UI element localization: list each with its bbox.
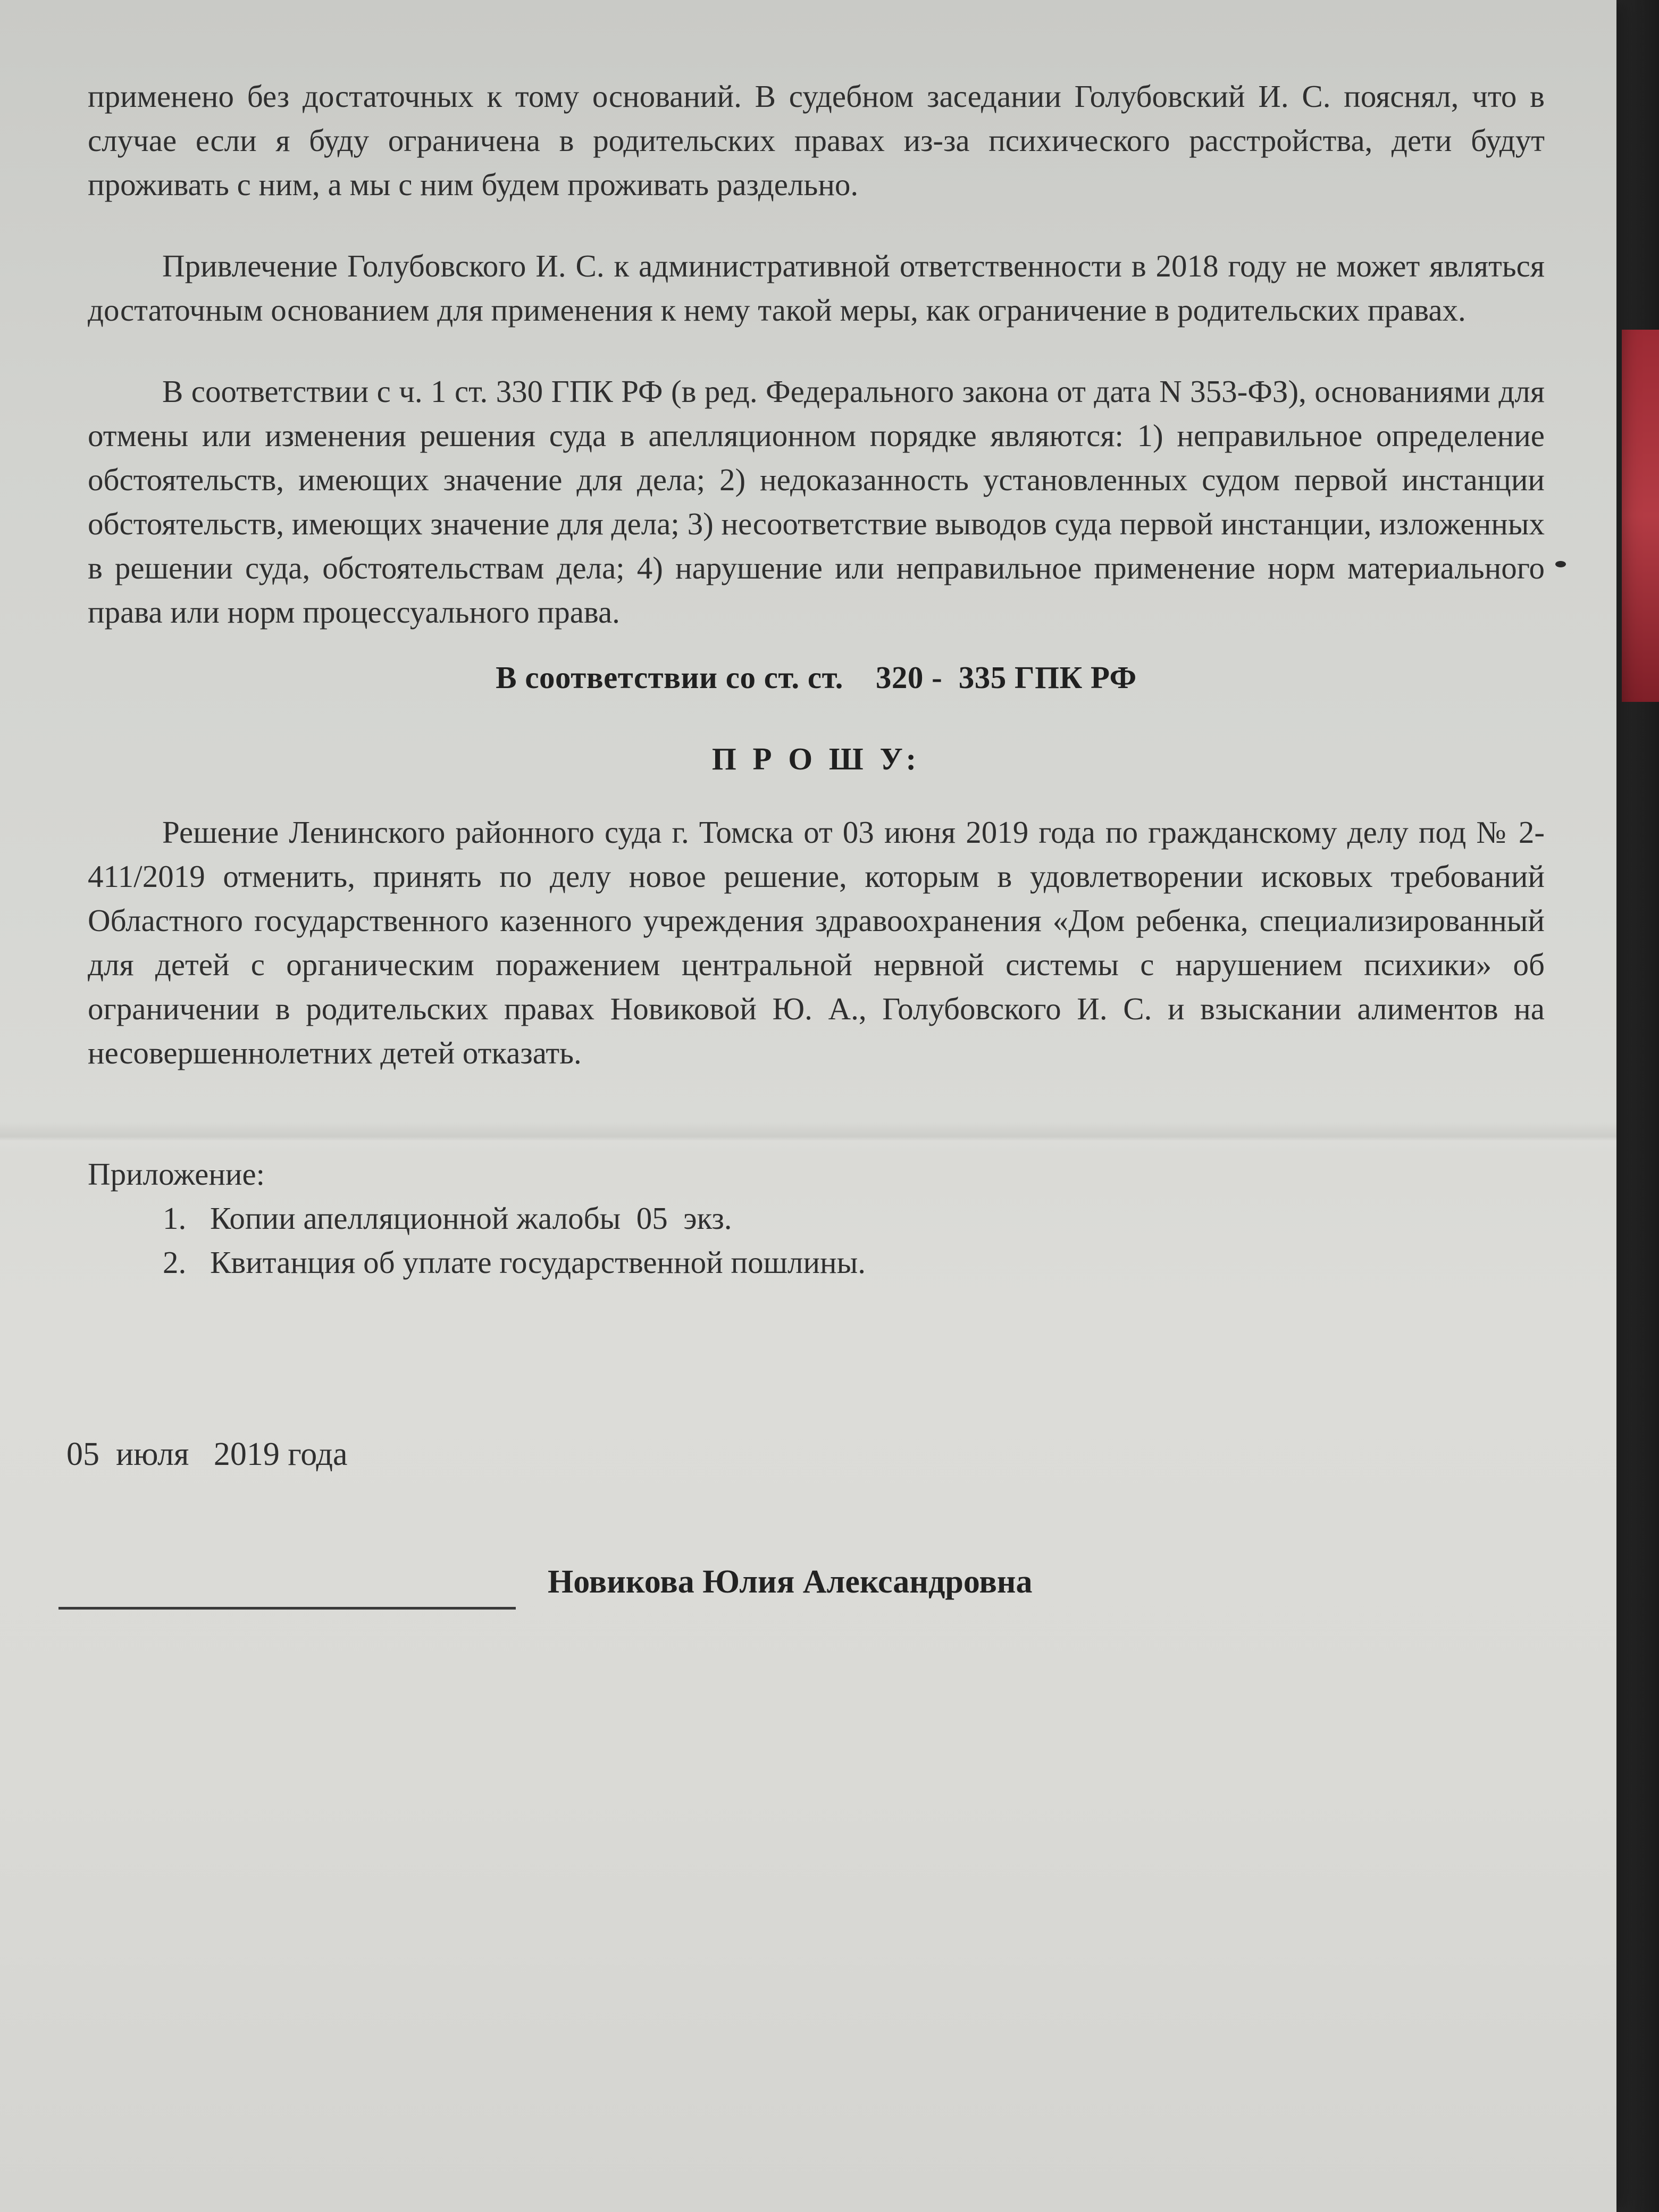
ink-mark [1555,561,1566,567]
signatory-name: Новикова Юлия Александровна [548,1564,1033,1600]
appendix-item: 1. Копии апелляционной жалобы 05 экз. [194,1196,1545,1241]
appendix-item: 2. Квитанция об уплате государственной пошлины. [194,1241,1545,1285]
signature-line [58,1607,516,1610]
document-date: 05 июля 2019 года [66,1436,348,1472]
appendix-list [88,1196,1545,1285]
paragraph-continuation: применено без достаточных к тому оснований. В судебном заседании Голубовский И. С. пояснял, что в случае если я буду ограничена в родительских правах из-за психического расстройства, дети будут проживать с ним, а мы с ним будем проживать раздельно. [88,79,1545,202]
paragraph-administrative-liability: Привлечение Голубовского И. С. к административной ответственности в 2018 году не может являться достаточным основанием для применения к нему такой меры, как ограничение в родительских правах. [88,248,1545,328]
request-heading: П Р О Ш У: [711,741,921,776]
document-body [88,74,1545,1285]
request-text: Решение Ленинского районного суда г. Томска от 03 июня 2019 года по гражданскому делу под № 2-411/2019 отменить, принять по делу новое решение, которым в удовлетворении исковых требований Областного государственного казенного учреждения здравоохранения «Дом ребенка, специализированный для детей с органическим поражением центральной нервной системы с нарушением психики» об ограничении в родительских правах Новиковой Ю. А., Голубовского И. С. и взыскании алиментов на несовершеннолетних детей отказать. [88,815,1545,1070]
appendix-label: Приложение: [88,1157,265,1192]
paragraph-legal-grounds: В соответствии с ч. 1 ст. 330 ГПК РФ (в ред. Федерального закона от дата N 353-ФЗ), основаниями для отмены или изменения решения суда в апелляционном порядке являются: 1) неправильное определение обстоятельств, имеющих значение для дела; 2) недоказанность установленных судом первой инстанции обстоятельств, имеющих значение для дела; 3) несоответствие выводов суда первой инстанции, изложенных в решении суда, обстоятельствам дела; 4) нарушение или неправильное применение норм материального права или норм процессуального права. [88,374,1545,630]
red-object-background [1622,330,1659,702]
legal-basis-heading: В соответствии со ст. ст. 320 - 335 ГПК РФ [496,660,1137,695]
